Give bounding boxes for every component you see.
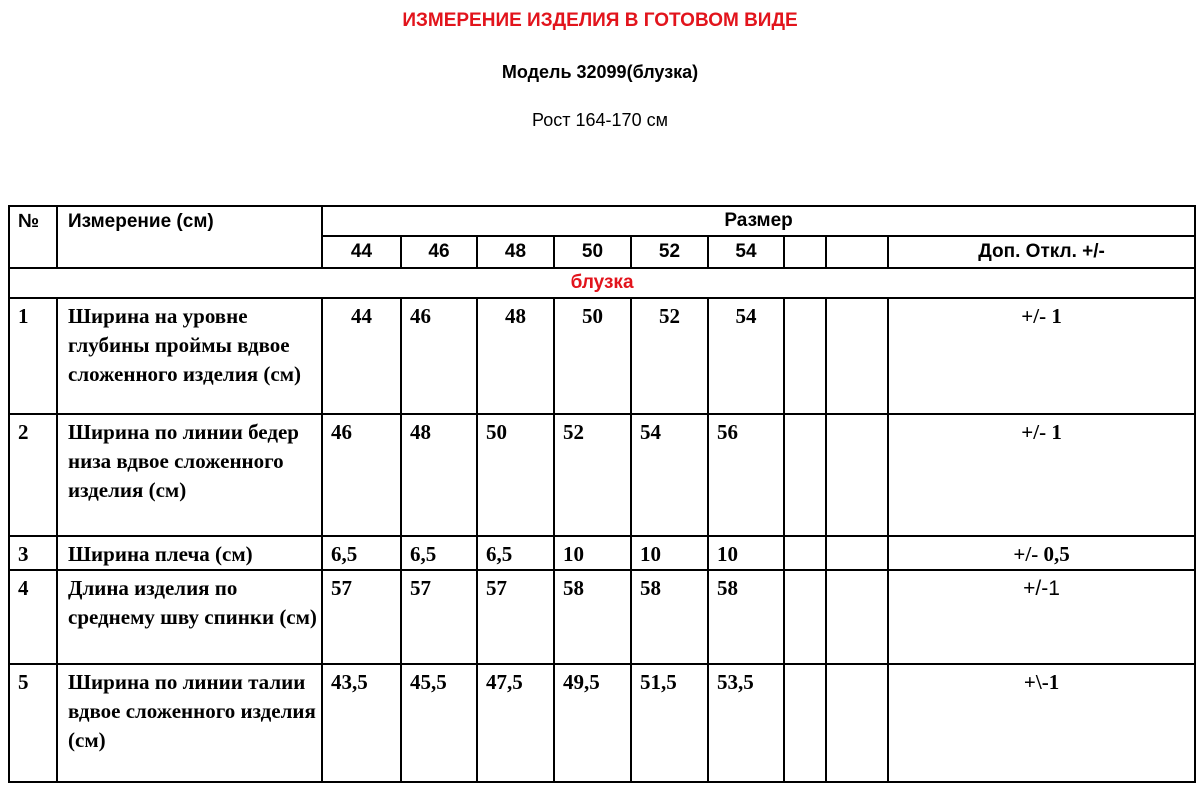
value-cell: 56 <box>708 414 784 536</box>
size-cell: 44 <box>322 236 401 268</box>
row-measurement: Ширина по линии бедер низа вдвое сложенного изделия (см) <box>57 414 322 536</box>
size-cell: 50 <box>554 236 631 268</box>
model-title: Модель 32099(блузка) <box>501 62 699 82</box>
value-cell: 51,5 <box>631 664 708 782</box>
value-cell: 6,5 <box>401 536 477 570</box>
value-cell <box>784 536 826 570</box>
value-cell: 57 <box>477 570 554 664</box>
value-cell <box>826 536 888 570</box>
row-measurement: Длина изделия по среднему шву спинки (см) <box>57 570 322 664</box>
table-row <box>9 414 1195 536</box>
value-cell <box>826 664 888 782</box>
row-number: 2 <box>9 414 57 536</box>
value-cell: 44 <box>322 298 401 414</box>
value-cell: 58 <box>708 570 784 664</box>
value-cell: 6,5 <box>477 536 554 570</box>
header-size: Размер <box>322 206 1195 236</box>
value-cell <box>784 570 826 664</box>
value-cell: 52 <box>631 298 708 414</box>
size-cell: 46 <box>401 236 477 268</box>
value-cell: 10 <box>631 536 708 570</box>
table-row <box>9 536 1195 570</box>
header-tolerance: Доп. Откл. +/- <box>888 236 1195 268</box>
value-cell: 46 <box>322 414 401 536</box>
value-cell: 58 <box>554 570 631 664</box>
value-cell <box>826 414 888 536</box>
tolerance-cell: +/-1 <box>888 570 1195 664</box>
header-measurement: Измерение (см) <box>57 206 322 268</box>
value-cell: 10 <box>708 536 784 570</box>
value-cell: 43,5 <box>322 664 401 782</box>
value-cell <box>784 414 826 536</box>
value-cell: 48 <box>401 414 477 536</box>
row-number: 4 <box>9 570 57 664</box>
tolerance-cell: +/- 1 <box>888 298 1195 414</box>
value-cell: 58 <box>631 570 708 664</box>
size-cell <box>826 236 888 268</box>
value-cell: 57 <box>322 570 401 664</box>
tolerance-cell: +\-1 <box>888 664 1195 782</box>
value-cell <box>826 298 888 414</box>
tolerance-cell: +/- 0,5 <box>888 536 1195 570</box>
value-cell: 48 <box>477 298 554 414</box>
value-cell: 50 <box>554 298 631 414</box>
value-cell: 10 <box>554 536 631 570</box>
value-cell <box>784 664 826 782</box>
table-header-row <box>9 206 1195 236</box>
size-cell <box>784 236 826 268</box>
value-cell: 50 <box>477 414 554 536</box>
section-row <box>9 268 1195 298</box>
value-cell: 54 <box>631 414 708 536</box>
row-number: 1 <box>9 298 57 414</box>
size-cell: 52 <box>631 236 708 268</box>
section-label: блузка <box>9 268 1195 298</box>
size-cell: 48 <box>477 236 554 268</box>
value-cell: 45,5 <box>401 664 477 782</box>
table-row <box>9 298 1195 414</box>
table-row <box>9 570 1195 664</box>
value-cell: 6,5 <box>322 536 401 570</box>
value-cell: 47,5 <box>477 664 554 782</box>
height-label: Рост 164-170 см <box>532 110 668 130</box>
value-cell <box>784 298 826 414</box>
value-cell: 53,5 <box>708 664 784 782</box>
value-cell: 46 <box>401 298 477 414</box>
row-measurement: Ширина плеча (см) <box>57 536 322 570</box>
value-cell: 52 <box>554 414 631 536</box>
page-title: ИЗМЕРЕНИЕ ИЗДЕЛИЯ В ГОТОВОМ ВИДЕ <box>402 10 798 31</box>
table-row <box>9 664 1195 782</box>
tolerance-cell: +/- 1 <box>888 414 1195 536</box>
header-number: № <box>9 206 57 268</box>
size-cell: 54 <box>708 236 784 268</box>
row-measurement: Ширина на уровне глубины проймы вдвое сложенного изделия (см) <box>57 298 322 414</box>
row-number: 3 <box>9 536 57 570</box>
value-cell <box>826 570 888 664</box>
row-measurement: Ширина по линии талии вдвое сложенного изделия (см) <box>57 664 322 782</box>
value-cell: 49,5 <box>554 664 631 782</box>
value-cell: 54 <box>708 298 784 414</box>
row-number: 5 <box>9 664 57 782</box>
measurement-table <box>8 205 1196 783</box>
value-cell: 57 <box>401 570 477 664</box>
